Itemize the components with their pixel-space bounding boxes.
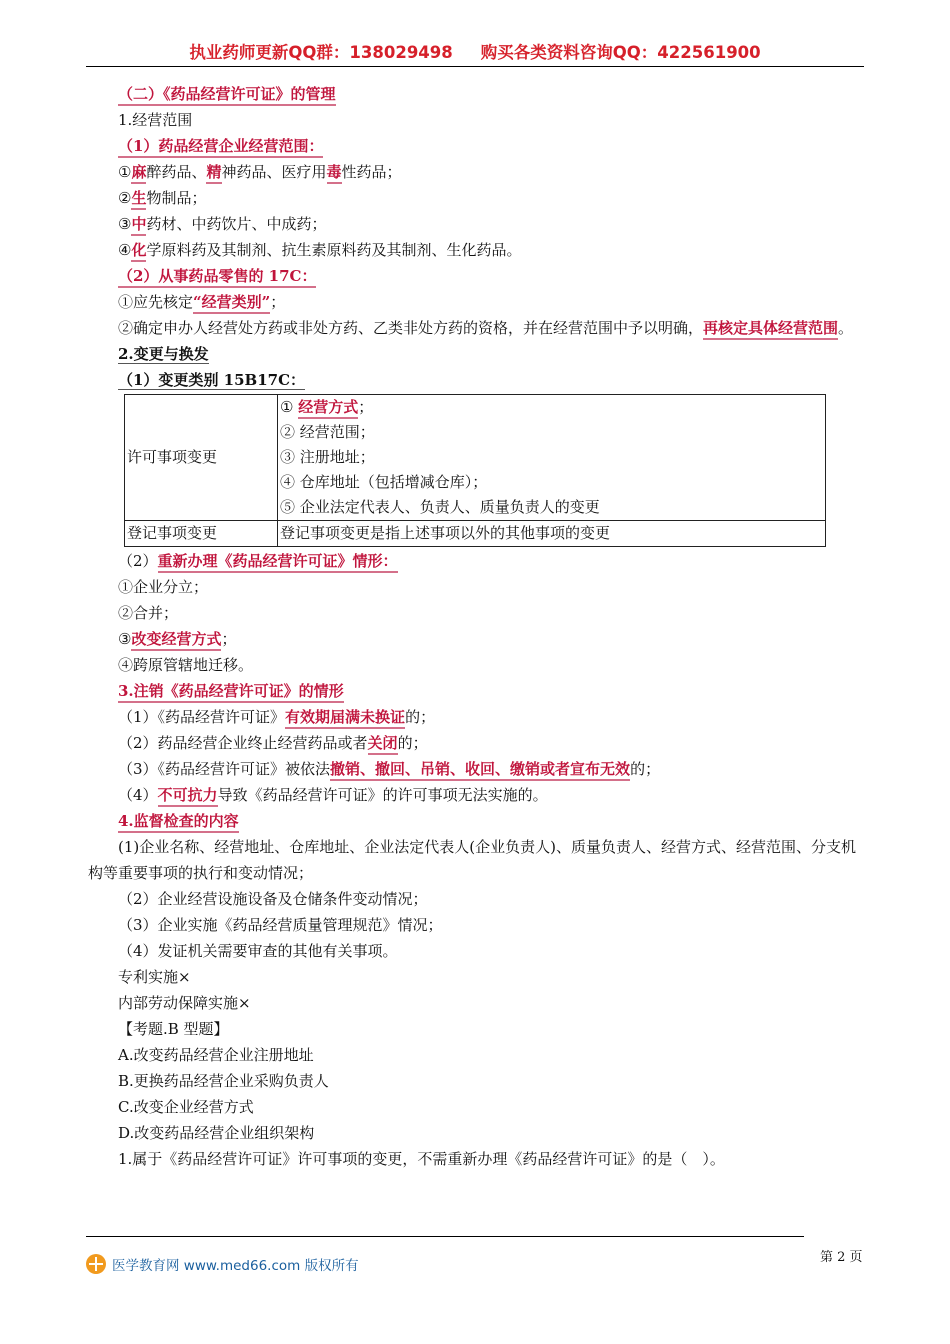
question-option: A.改变药品经营企业注册地址 [118, 1046, 314, 1064]
table-cell-label: 登记事项变更 [125, 521, 278, 547]
heading-cancel: 3.注销《药品经营许可证》的情形 [88, 678, 866, 704]
change-table [124, 394, 826, 547]
footer-divider [86, 1236, 804, 1237]
list-item: ①企业分立； [118, 578, 209, 596]
list-item: （2）企业经营设施设备及仓储条件变动情况； [118, 890, 428, 908]
paragraph: ②确定申办人经营处方药或非处方药、乙类非处方药的资格，并在经营范围中予以明确，再核定具体经营范围。 [88, 315, 866, 341]
list-item: （3）企业实施《药品经营质量管理规范》情况； [118, 916, 443, 934]
list-item: ②生物制品； [88, 185, 866, 211]
question-tag: 【考题.B 型题】 [118, 1020, 229, 1038]
question-option: C.改变企业经营方式 [118, 1098, 254, 1116]
header-qq-contact: 购买各类资料咨询QQ：422561900 [480, 43, 761, 62]
note-item: 内部劳动保障实施× [118, 994, 251, 1012]
heading-change-type: （1）变更类别 15B17C： [118, 371, 306, 389]
list-item: ③中药材、中药饮片、中成药； [88, 211, 866, 237]
list-item: （4）不可抗力导致《药品经营许可证》的许可事项无法实施的。 [88, 782, 866, 808]
list-item: （1）《药品经营许可证》有效期届满未换证的； [88, 704, 866, 730]
heading-change: 2.变更与换发 [118, 345, 209, 363]
list-item: （3）《药品经营许可证》被依法撤销、撤回、吊销、收回、缴销或者宣布无效的； [88, 756, 866, 782]
med66-logo-icon [86, 1254, 106, 1274]
list-item: （4）发证机关需要审查的其他有关事项。 [118, 942, 398, 960]
list-item: ④化学原料药及其制剂、抗生素原料药及其制剂、生化药品。 [88, 237, 866, 263]
section-title: （二）《药品经营许可证》的管理 [88, 81, 866, 107]
paragraph: (1)企业名称、经营地址、仓库地址、企业法定代表人(企业负责人)、质量负责人、经营方式、经营范围、分支机构等重要事项的执行和变动情况； [88, 838, 856, 882]
list-item: ①麻醉药品、精神药品、医疗用毒性药品； [88, 159, 866, 185]
header-qq-group: 执业药师更新QQ群：138029498 [189, 43, 453, 62]
heading-retail: （2）从事药品零售的 17C： [88, 263, 866, 289]
note-item: 专利实施× [118, 968, 191, 986]
heading-reissue: （2）重新办理《药品经营许可证》情形： [88, 548, 866, 574]
table-cell-label: 许可事项变更 [125, 395, 278, 521]
heading-scope: 1.经营范围 [118, 111, 193, 129]
question-option: B.更换药品经营企业采购负责人 [118, 1072, 329, 1090]
table-row [125, 395, 826, 521]
list-item: ①应先核定“经营类别”； [88, 289, 866, 315]
list-item: ②合并； [118, 604, 179, 622]
page-header [86, 40, 864, 67]
page-number: 第 2 页 [820, 1250, 863, 1265]
document-body [88, 81, 866, 1172]
list-item: ④跨原管辖地迁移。 [118, 656, 254, 674]
question-stem: 1.属于《药品经营许可证》许可事项的变更，不需重新办理《药品经营许可证》的是（ ）。 [118, 1150, 725, 1168]
table-cell-value: 登记事项变更是指上述事项以外的其他事项的变更 [278, 521, 826, 547]
list-item: ③改变经营方式； [88, 626, 866, 652]
list-item: （2）药品经营企业终止经营药品或者关闭的； [88, 730, 866, 756]
heading-scope-1: （1）药品经营企业经营范围： [88, 133, 866, 159]
heading-inspect: 4.监督检查的内容 [88, 808, 866, 834]
footer-site: 医学教育网 www.med66.com 版权所有 [112, 1258, 359, 1274]
question-option: D.改变药品经营企业组织架构 [118, 1124, 315, 1142]
table-cell-items: ① 经营方式； ② 经营范围； ③ 注册地址； ④ 仓库地址（包括增减仓库）； ⑤ 企业法定代表人、负责人、质量负责人的变更 [278, 395, 826, 521]
footer-brand [86, 1254, 359, 1274]
table-row [125, 521, 826, 547]
